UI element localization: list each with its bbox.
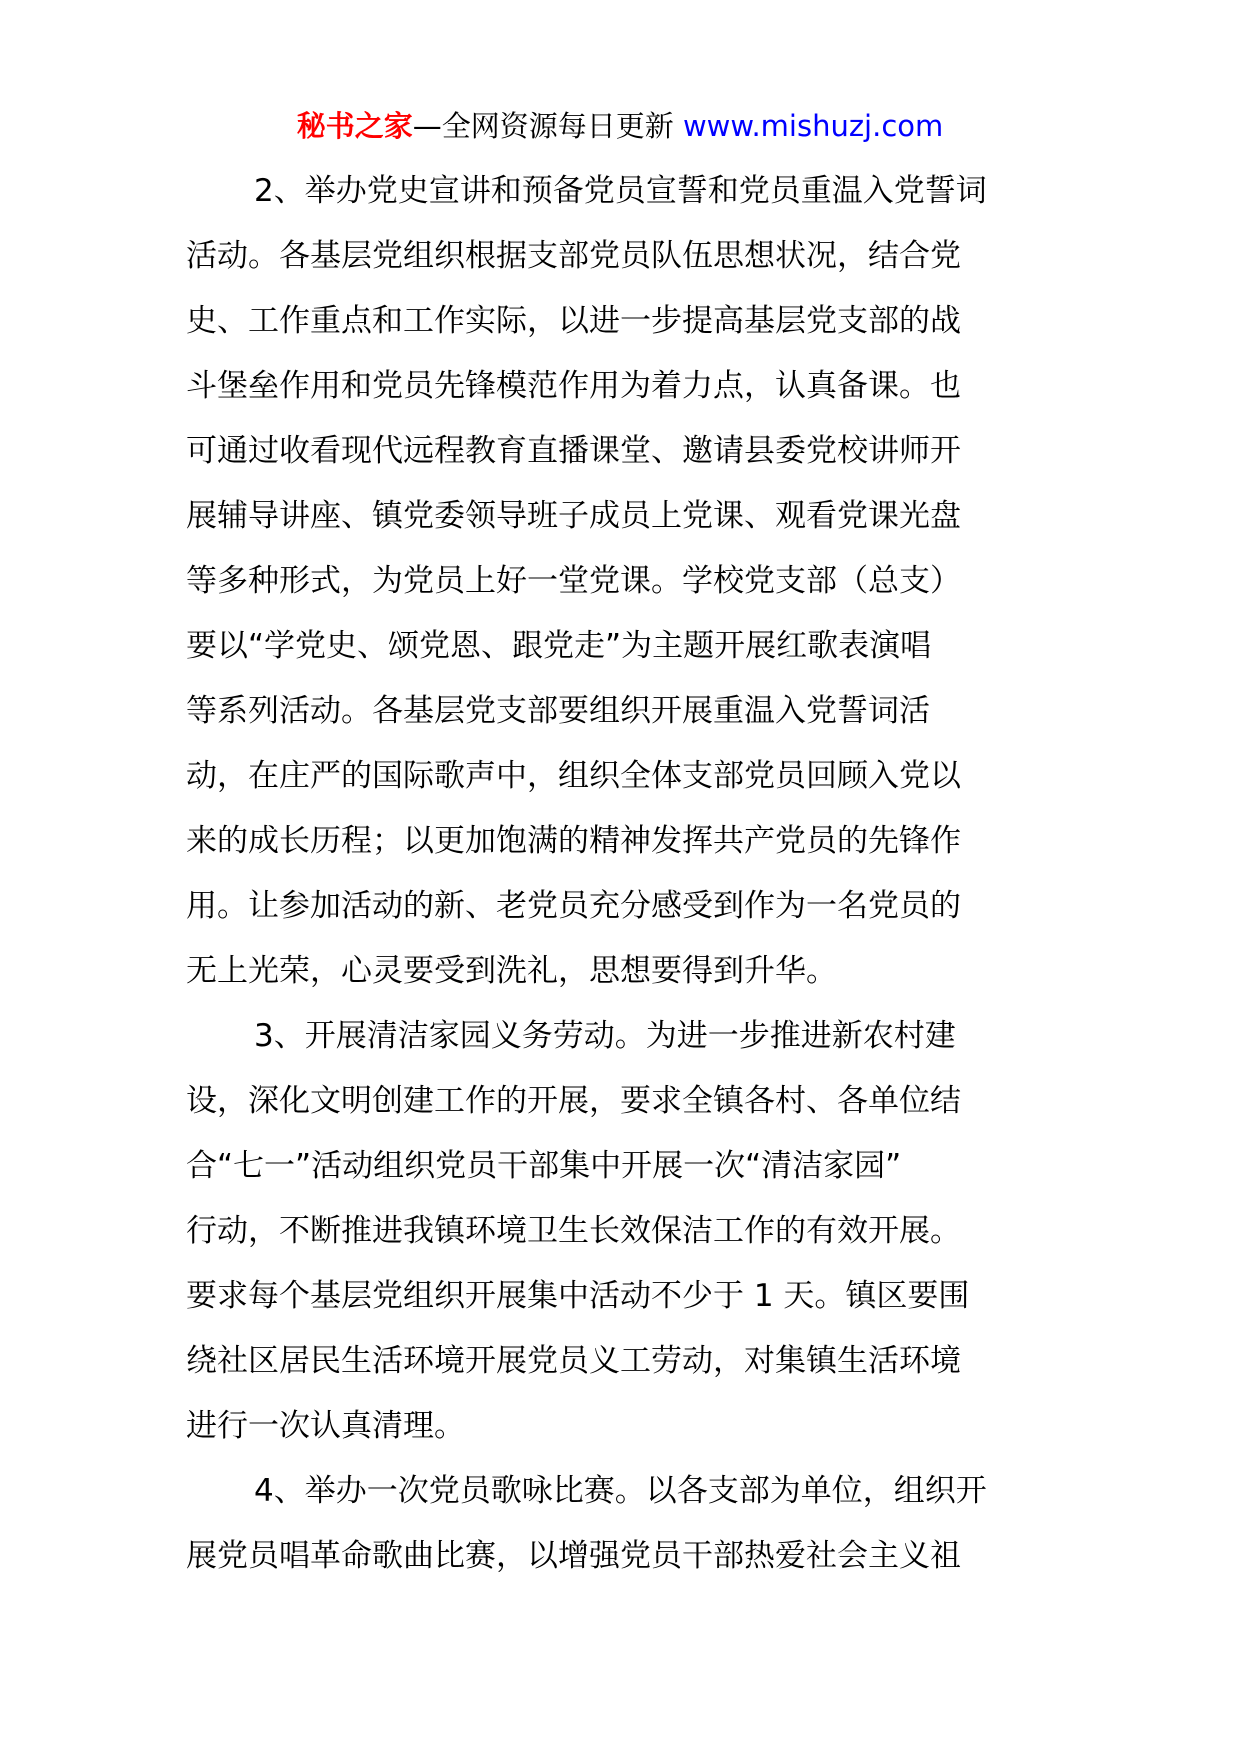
text-line: 等系列活动。各基层党支部要组织开展重温入党誓词活 (186, 693, 930, 729)
text-line: 等多种形式，为党员上好一堂党课。学校党支部（总支） (186, 563, 961, 599)
text-line: 史、工作重点和工作实际，以进一步提高基层党支部的战 (186, 303, 961, 339)
text-line: 4、举办一次党员歌咏比赛。以各支部为单位，组织开 (254, 1473, 987, 1509)
site-tagline: —全网资源每日更新 (412, 109, 683, 143)
text-line: 2、举办党史宣讲和预备党员宣誓和党员重温入党誓词 (254, 173, 987, 209)
text-line: 进行一次认真清理。 (186, 1408, 465, 1444)
text-line: 行动，不断推进我镇环境卫生长效保洁工作的有效开展。 (186, 1213, 961, 1249)
text-line: 斗堡垒作用和党员先锋模范作用为着力点，认真备课。也 (186, 368, 961, 404)
text-line: 来的成长历程；以更加饱满的精神发挥共产党员的先锋作 (186, 823, 961, 859)
site-header (0, 98, 1240, 154)
text-line: 绕社区居民生活环境开展党员义工劳动，对集镇生活环境 (186, 1343, 961, 1379)
text-line: 可通过收看现代远程教育直播课堂、邀请县委党校讲师开 (186, 433, 961, 469)
site-url-link[interactable]: www.mishuzj.com (682, 109, 944, 143)
text-line: 设，深化文明创建工作的开展，要求全镇各村、各单位结 (186, 1083, 961, 1119)
text-line: 要以“学党史、颂党恩、跟党走”为主题开展红歌表演唱 (186, 628, 932, 664)
text-line: 要求每个基层党组织开展集中活动不少于 1 天。镇区要围 (186, 1278, 970, 1314)
document-body (186, 159, 1052, 1589)
text-line: 3、开展清洁家园义务劳动。为进一步推进新农村建 (254, 1018, 956, 1054)
text-line: 展辅导讲座、镇党委领导班子成员上党课、观看党课光盘 (186, 498, 961, 534)
text-line: 展党员唱革命歌曲比赛，以增强党员干部热爱社会主义祖 (186, 1538, 961, 1574)
text-line: 无上光荣，心灵要受到洗礼，思想要得到升华。 (186, 953, 837, 989)
text-line: 活动。各基层党组织根据支部党员队伍思想状况，结合党 (186, 238, 961, 274)
site-brand: 秘书之家 (296, 109, 413, 143)
text-line: 合“七一”活动组织党员干部集中开展一次“清洁家园” (186, 1148, 902, 1184)
text-line: 动，在庄严的国际歌声中，组织全体支部党员回顾入党以 (186, 758, 961, 794)
text-line: 用。让参加活动的新、老党员充分感受到作为一名党员的 (186, 888, 961, 924)
